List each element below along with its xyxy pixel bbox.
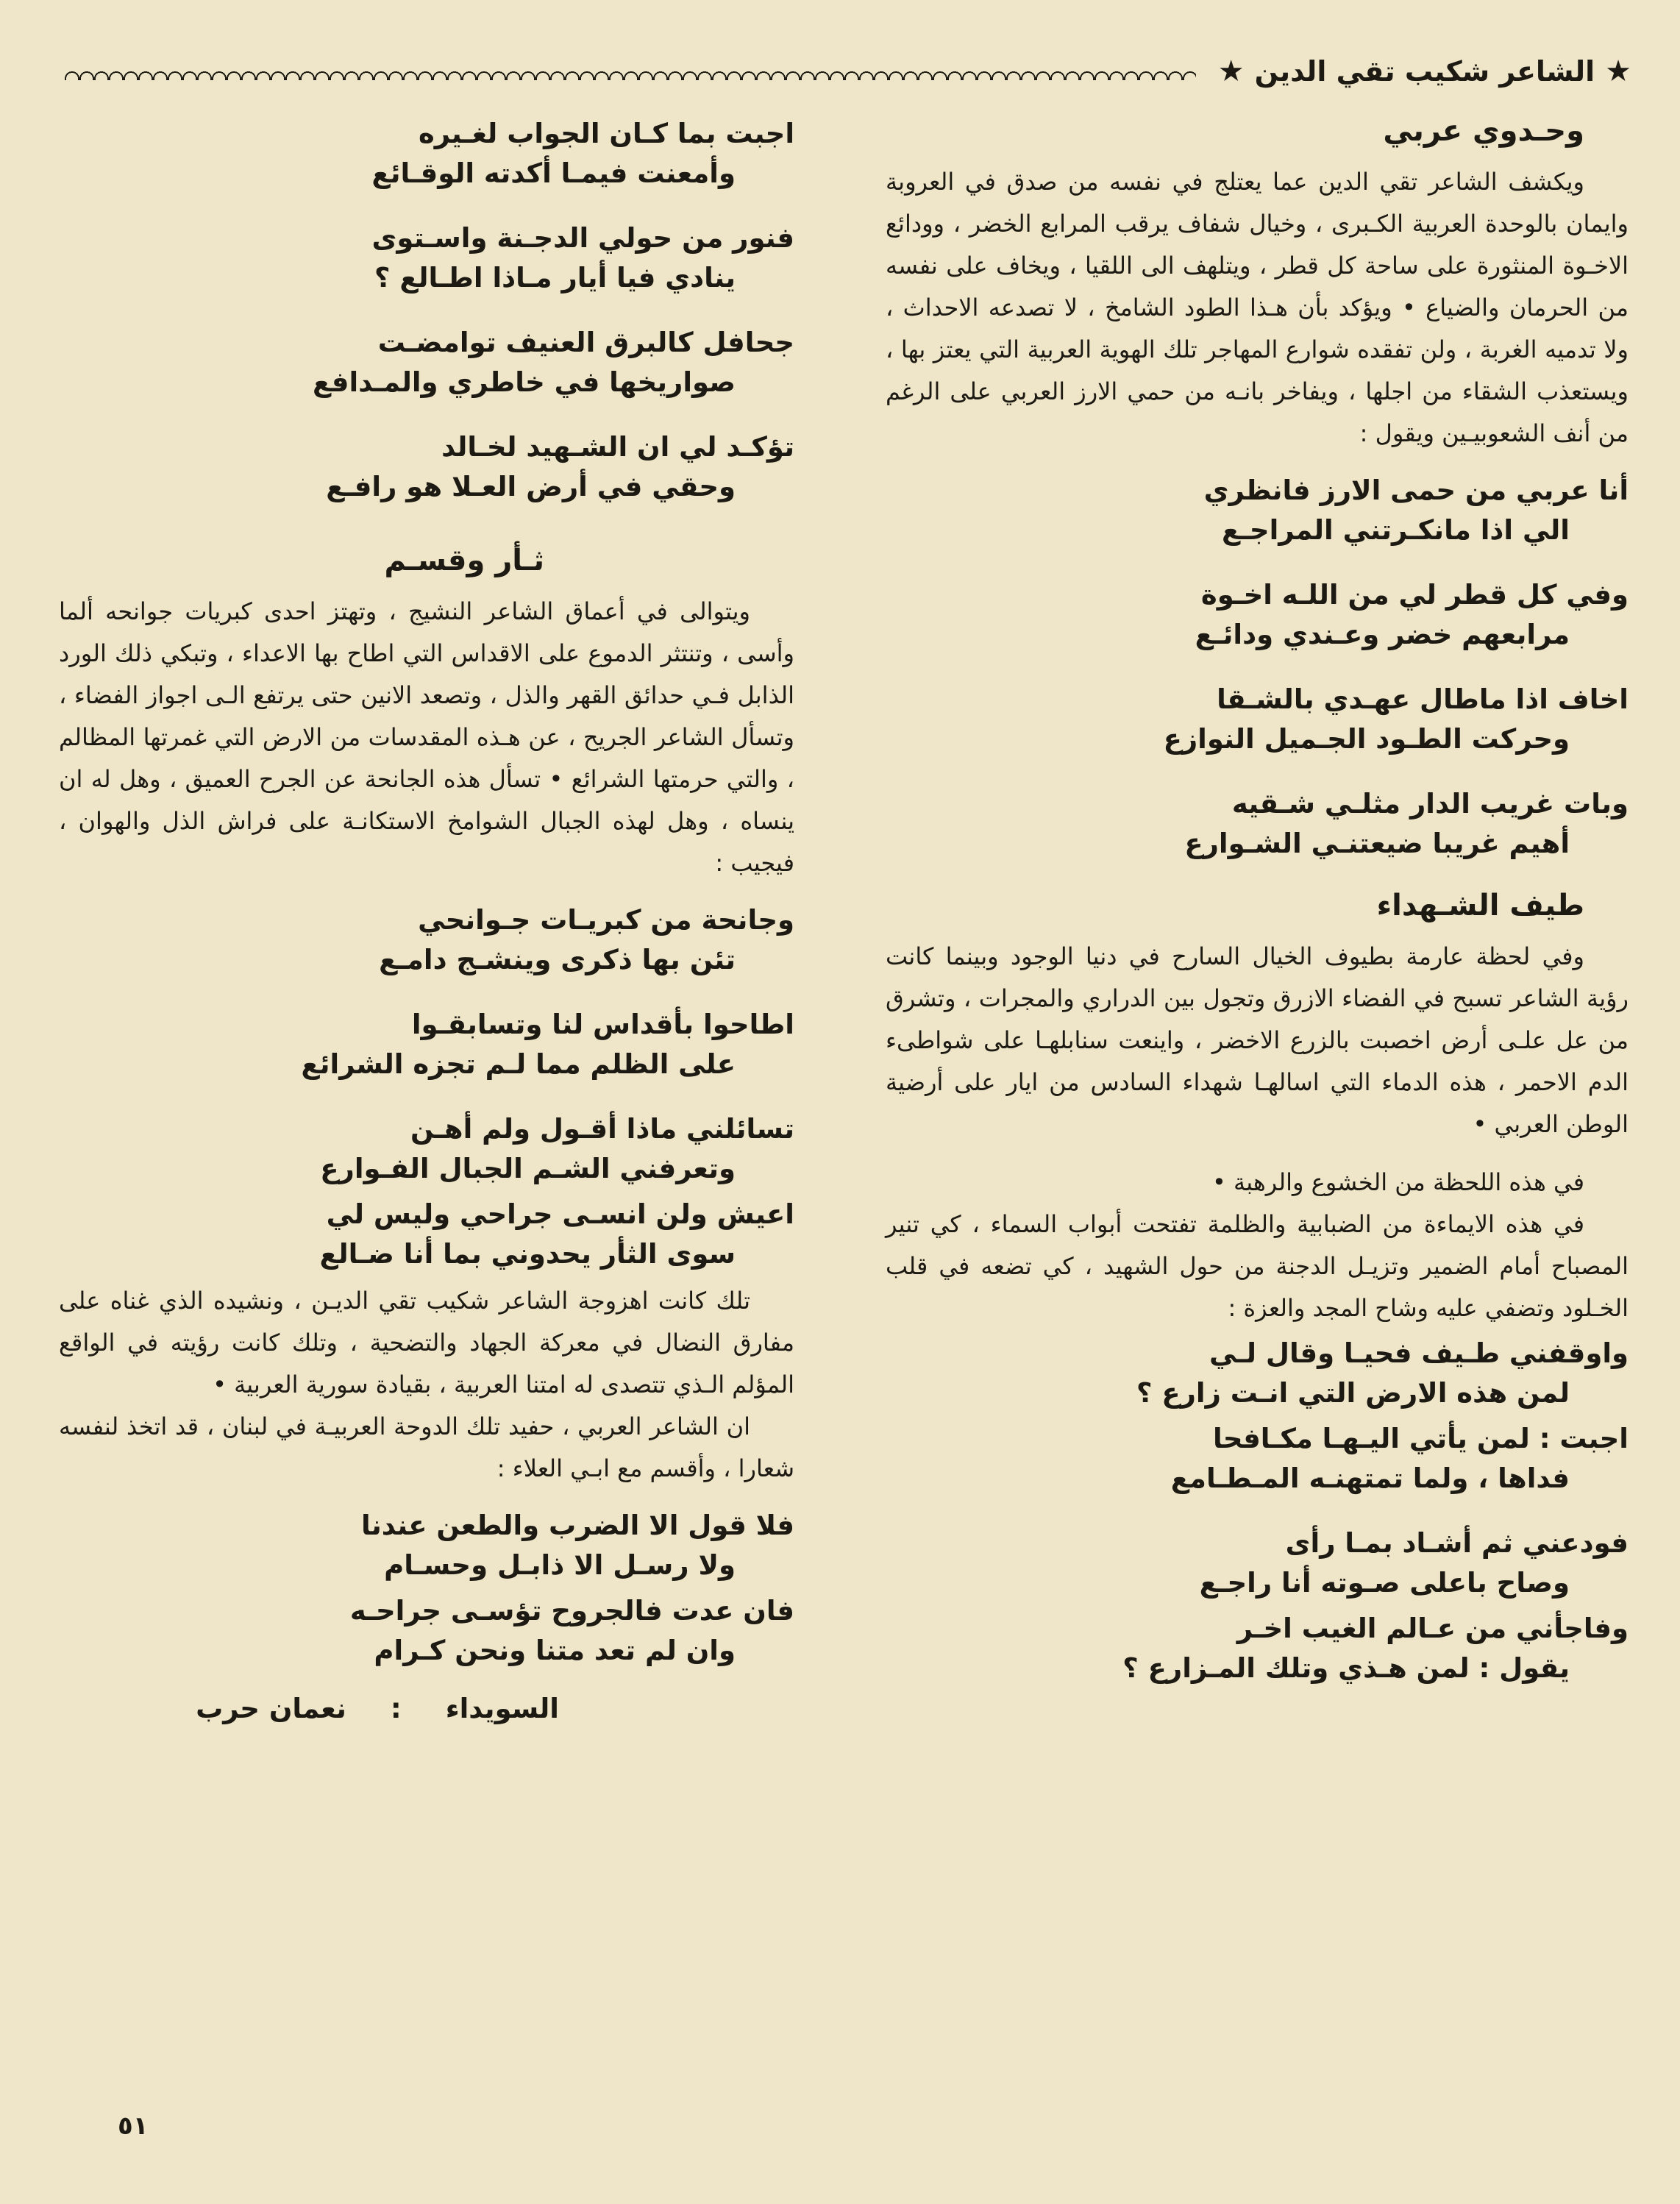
- verse-hemistich-2: الي اذا مانكـرتني المراجـع: [1222, 514, 1570, 546]
- verse-hemistich-1: وفي كل قطر لي من اللـه اخـوة: [1200, 579, 1629, 611]
- verse: [886, 575, 1629, 655]
- verse-hemistich-1: فودعني ثم أشـاد بمـا رأى: [1285, 1527, 1629, 1559]
- signature-place: السويداء: [445, 1693, 559, 1724]
- section-title: طيف الشـهداء: [1376, 889, 1584, 923]
- verse: [886, 1334, 1629, 1413]
- verse-hemistich-2: مرابعهم خضر وعـندي ودائـع: [1195, 619, 1570, 650]
- verse-hemistich-1: اجبت بما كـان الجواب لغـيره: [418, 118, 794, 149]
- verse: [59, 1195, 794, 1274]
- right-column: [886, 114, 1629, 1713]
- verse-hemistich-2: وأمعنت فيمـا أكدته الوقـائع: [371, 157, 736, 189]
- verse: [886, 1524, 1629, 1603]
- verse: [59, 218, 794, 298]
- verse: [59, 1109, 794, 1189]
- verse-hemistich-2: وحركت الطـود الجـميل النوازع: [1163, 723, 1570, 755]
- verse-hemistich-1: اخاف اذا ماطال عهـدي بالشـقا: [1217, 683, 1629, 715]
- paragraph-text: ان الشاعر العربي ، حفيد تلك الدوحة العربيـة في لبنان ، قد اتخذ لنفسه شعارا ، وأقسم مع ابـي العلاء :: [59, 1412, 794, 1482]
- verse-hemistich-2: أهيم غريبا ضيعتنـي الشـوارع: [1184, 828, 1570, 859]
- verse-hemistich-1: وبات غريب الدار مثلـي شـقيه: [1231, 788, 1629, 820]
- verse: [59, 1506, 794, 1585]
- verse-hemistich-1: اطاحوا بأقداس لنا وتسابقـوا: [411, 1009, 794, 1040]
- paragraph: [59, 1280, 794, 1406]
- verse: [886, 471, 1629, 550]
- verse: [886, 680, 1629, 759]
- verse-hemistich-1: اجبت : لمن يأتي اليـهـا مكـافحا: [1213, 1423, 1629, 1454]
- verse: [59, 1591, 794, 1671]
- star-icon: ★: [1217, 54, 1245, 88]
- verse-hemistich-1: تسائلني ماذا أقـول ولم أهـن: [410, 1113, 794, 1145]
- verse: [59, 323, 794, 402]
- verse-hemistich-2: فداها ، ولما تمتهنـه المـطـامع: [1170, 1462, 1570, 1494]
- verse-hemistich-2: على الظلم مما لـم تجزه الشرائع: [301, 1048, 736, 1080]
- verse-hemistich-1: وفاجأني من عـالم الغيب اخـر: [1236, 1613, 1629, 1644]
- verse-hemistich-1: اعيش ولن انسـى جراحي وليس لي: [326, 1198, 794, 1230]
- verse-hemistich-2: وان لم تعد متنا ونحن كـرام: [374, 1635, 736, 1666]
- author-signature: [59, 1693, 794, 1724]
- verse-hemistich-1: فنور من حولي الدجـنة واسـتوى: [371, 222, 794, 254]
- verse-hemistich-2: وصاح باعلى صـوته أنا راجـع: [1199, 1567, 1570, 1599]
- verse-hemistich-2: لمن هذه الارض التي انـت زارع ؟: [1136, 1377, 1570, 1409]
- header-title-group: [1218, 55, 1631, 88]
- verse-hemistich-2: ينادي فيا أيار مـاذا اطـالع ؟: [374, 262, 736, 294]
- wavy-divider: [65, 63, 1196, 80]
- verse-hemistich-1: تؤكـد لي ان الشـهيد لخـالد: [441, 431, 794, 463]
- verse: [59, 900, 794, 980]
- verse-hemistich-1: فلا قول الا الضرب والطعن عندنا: [360, 1510, 794, 1541]
- verse: [59, 427, 794, 507]
- verse-hemistich-2: وحقي في أرض العـلا هو رافـع: [326, 471, 736, 502]
- verse-hemistich-1: جحافل كالبرق العنيف توامضـت: [377, 327, 794, 358]
- verse-hemistich-2: ولا رسـل الا ذابـل وحسـام: [384, 1549, 736, 1581]
- verse-hemistich-2: تئن بها ذكرى وينشـج دامـع: [379, 944, 736, 975]
- paragraph: [886, 1204, 1629, 1329]
- paragraph-text: وفي لحظة عارمة بطيوف الخيال السارح في دنيا الوجود وبينما كانت رؤية الشاعر تسبح في الفضاء الازرق وتجول بين الدراري والمجرات ، وتشرق من عل علـى أرض اخصبت بالزرع الاخضر ، واينعت سنابلهـا على شواطىء الدم الاحمر ، هذه الدماء التي اسالهـا شهداء السادس من ايار على أرضية الوطن العربي •: [886, 942, 1629, 1138]
- star-icon: ★: [1605, 54, 1631, 88]
- verse-hemistich-2: يقول : لمن هـذي وتلك المـزارع ؟: [1122, 1652, 1570, 1684]
- paragraph: [59, 591, 794, 884]
- signature-name: نعمان حرب: [196, 1693, 346, 1724]
- left-column: [59, 114, 794, 1724]
- verse: [886, 1609, 1629, 1688]
- paragraph-text: تلك كانت اهزوجة الشاعر شكيب تقي الديـن ، ونشيده الذي غناه على مفارق النضال في معركة الجهاد والتضحية ، وتلك كانت رؤيته في الواقع المؤلم الـذي تتصدى له امتنا العربية ، بقيادة سورية العربية •: [59, 1287, 794, 1398]
- verse-hemistich-1: أنا عربي من حمى الارز فانظري: [1203, 474, 1629, 506]
- paragraph-text: ويكشف الشاعر تقي الدين عما يعتلج في نفسه من صدق في العروبة وايمان بالوحدة العربية الكـبرى ، وخيال شفاف يرقب المرابع الخضر ، وودائع الاخـوة المنثورة على ساحة كل قطر ، ويتلهف الى اللقيا ، ويخاف على نفسه من الحرمان والضياع • ويؤكد بأن هـذا الطود الشامخ ، لا تصدعه الاحداث ، ولا تدميه الغربة ، ولن تفقده شوارع المهاجر تلك الهوية العربية التي يعتز بها ، ويستعذب الشقاء من اجلها ، ويفاخر بانـه من حمي الارز العربي على الرغم من أنف الشعوبيـين ويقول :: [886, 168, 1629, 447]
- paragraph: [886, 936, 1629, 1145]
- verse-hemistich-1: فان عدت فالجروح تؤسـى جراحـه: [349, 1595, 794, 1627]
- verse: [886, 1419, 1629, 1499]
- paragraph-text: ويتوالى في أعماق الشاعر النشيج ، وتهتز احدى كبريات جوانحه ألما وأسى ، وتنتثر الدموع على الاقداس التي اطاح بها الاعداء ، وتبكي ذلك الورد الذابل فـي حدائق القهر والذل ، وتصعد الانين حتى يرتفع الـى اجواز الفضاء ، وتسأل الشاعر الجريح ، عن هـذه المقدسات من الارض التي غمرتها المظالم ، والتي حرمتها الشرائع • تسأل هذه الجانحة عن الجرح العميق ، وهل له ان ينساه ، وهل لهذه الجبال الشوامخ الاستكانـة على فراش الذل والهوان ، فيجيب :: [59, 597, 794, 877]
- verse: [59, 1005, 794, 1084]
- section-title: ثـأر وقسـم: [384, 544, 544, 577]
- paragraph-text: في هذه الايماءة من الضبابية والظلمة تفتحت أبواب السماء ، كي تنير المصباح أمام الضمير وتزيـل الدجنة من حول الشهيد ، كي تضعه في قلب الخـلود وتضفي عليه وشاح المجد والعزة :: [886, 1210, 1629, 1322]
- verse-hemistich-2: وتعرفني الشـم الجبال الفـوارع: [320, 1153, 736, 1184]
- paragraph: [886, 161, 1629, 455]
- verse-hemistich-1: وجانحة من كبريـات جـوانحي: [418, 904, 794, 936]
- verse: [59, 114, 794, 193]
- paragraph: [59, 1406, 794, 1490]
- page-number: ٥١: [118, 2111, 149, 2141]
- verse-hemistich-1: واوقفني طـيف فحيـا وقال لـي: [1209, 1337, 1629, 1369]
- verse-hemistich-2: سوى الثأر يحدوني بما أنا ضـالع: [319, 1238, 736, 1270]
- paragraph: [886, 1162, 1629, 1204]
- section-title: وحـدوي عربي: [1383, 114, 1584, 148]
- verse: [886, 784, 1629, 864]
- verse-hemistich-2: صواريخها في خاطري والمـدافع: [312, 366, 736, 398]
- header-title: الشاعر شكيب تقي الدين: [1254, 55, 1595, 88]
- page-header: [65, 46, 1631, 97]
- paragraph-text: في هذه اللحظة من الخشوع والرهبة •: [1211, 1168, 1584, 1196]
- signature-separator: :: [390, 1693, 402, 1724]
